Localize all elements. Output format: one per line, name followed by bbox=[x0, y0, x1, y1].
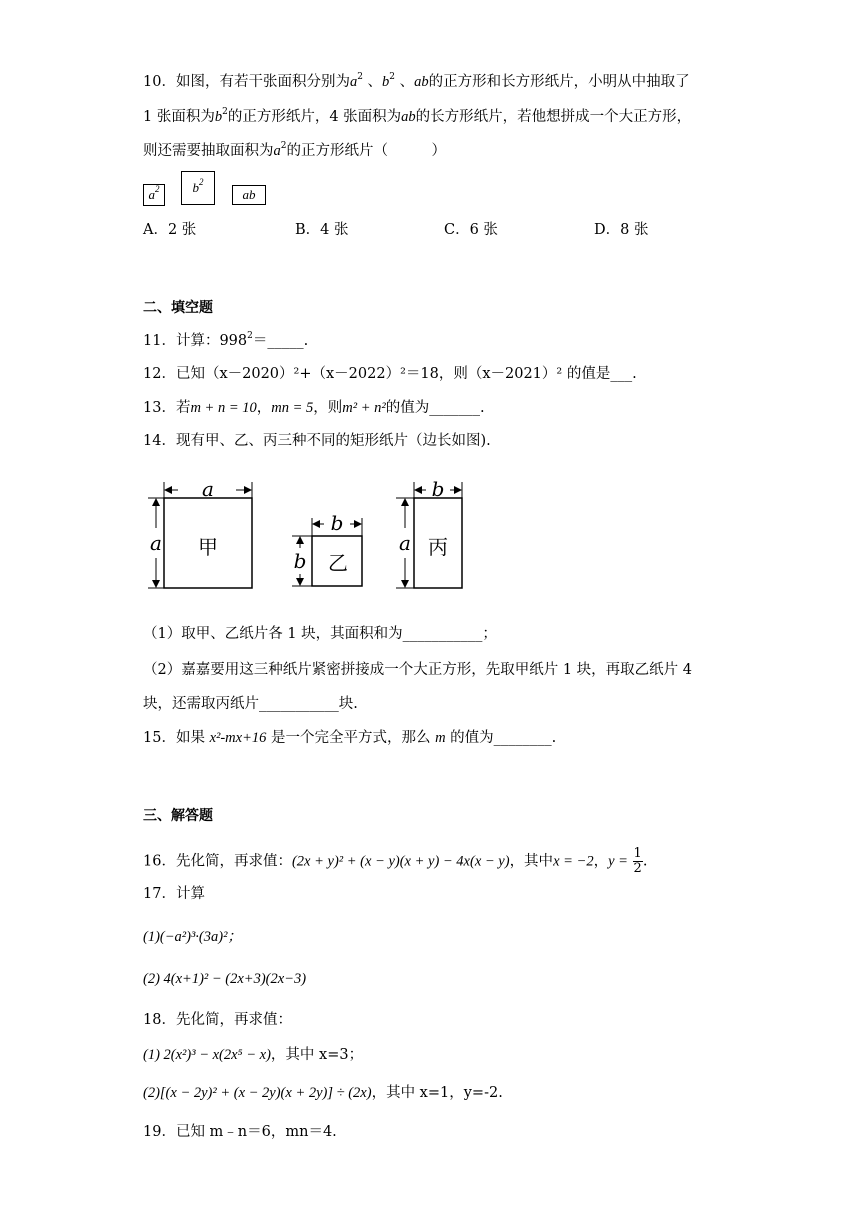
card-a-squared: $a^2$ bbox=[143, 184, 165, 206]
q18-part2: (2)[(x − 2y)² + (x − 2y)(x + 2y)] ÷ (2x)，其中 x=1，y=-2. bbox=[143, 1085, 503, 1101]
card-bing bbox=[396, 477, 462, 588]
q14-part3: 块，还需取丙纸片___________块. bbox=[143, 696, 358, 712]
q13: 13．若m + n = 10，mn = 5，则m² + n²的值为_______. bbox=[143, 400, 485, 416]
q14-stem: 14．现有甲、乙、丙三种不同的矩形纸片（边长如图). bbox=[143, 433, 491, 449]
bing-height-label: a bbox=[399, 531, 411, 555]
option-d[interactable]: D．8 张 bbox=[594, 222, 649, 238]
q18-title: 18．先化简，再求值： bbox=[143, 1012, 292, 1028]
q15: 15．如果 x²-mx+16 是一个完全平方式，那么 m 的值为________. bbox=[143, 730, 557, 746]
jia-height-label: a bbox=[150, 531, 162, 555]
section-fill-blank-title: 二、填空题 bbox=[143, 300, 213, 316]
card-yi bbox=[292, 511, 362, 586]
q11: 11．计算：$998^2=\_\_\_\_\_$. bbox=[143, 331, 309, 349]
option-b[interactable]: B．4 张 bbox=[295, 222, 349, 238]
jia-width-label: a bbox=[202, 477, 214, 501]
q10-line1: 10．如图，有若干张面积分别为$a^2$ 、$b^2$ 、ab的正方形和长方形纸片，小明从中抽取了 bbox=[143, 72, 690, 90]
q16-fraction: $\frac{1}{2}$ bbox=[633, 846, 642, 876]
yi-label: 乙 bbox=[328, 551, 348, 575]
card-jia bbox=[148, 477, 252, 588]
option-c[interactable]: C．6 张 bbox=[444, 222, 498, 238]
q17-title: 17．计算 bbox=[143, 886, 205, 902]
bing-label: 丙 bbox=[428, 535, 448, 559]
yi-height-label: b bbox=[293, 549, 307, 573]
card-ab: ab bbox=[232, 185, 266, 205]
card-b-squared: $b^2$ bbox=[181, 171, 215, 205]
bing-width-label: b bbox=[431, 477, 445, 501]
q14-part2: （2）嘉嘉要用这三种纸片紧密拼接成一个大正方形，先取甲纸片 1 块，再取乙纸片 4 bbox=[143, 662, 693, 678]
yi-width-label: b bbox=[330, 511, 344, 535]
q14-figure bbox=[140, 474, 480, 594]
q18-part1: (1) 2(x²)³ − x(2x⁵ − x)，其中 x=3； bbox=[143, 1047, 364, 1063]
q19: 19．已知 m﹣n＝6，mn＝4. bbox=[143, 1124, 337, 1140]
q17-part1: (1)(−a²)³·(3a)²； bbox=[143, 929, 242, 945]
jia-label: 甲 bbox=[198, 535, 218, 559]
q10-line3: 则还需要抽取面积为$a^2$的正方形纸片（ ） bbox=[143, 141, 446, 159]
q17-part2: (2) 4(x+1)² − (2x+3)(2x−3) bbox=[143, 971, 307, 987]
q14-part1: （1）取甲、乙纸片各 1 块，其面积和为___________； bbox=[143, 626, 497, 642]
option-a[interactable]: A．2 张 bbox=[143, 222, 197, 238]
q10-line2: 1 张面积为$b^2$的正方形纸片，4 张面积为ab的长方形纸片，若他想拼成一个大正方形， bbox=[143, 107, 692, 125]
section-solve-title: 三、解答题 bbox=[143, 808, 213, 824]
q16: 16．先化简，再求值：(2x + y)² + (x − y)(x + y) − 4x(x − y)，其中x = −2，y = $\frac{1}{2}$ . bbox=[143, 846, 648, 876]
q12: 12．已知（x－2020）²+（x－2022）²＝18，则（x－2021）² 的值是___. bbox=[143, 366, 637, 382]
